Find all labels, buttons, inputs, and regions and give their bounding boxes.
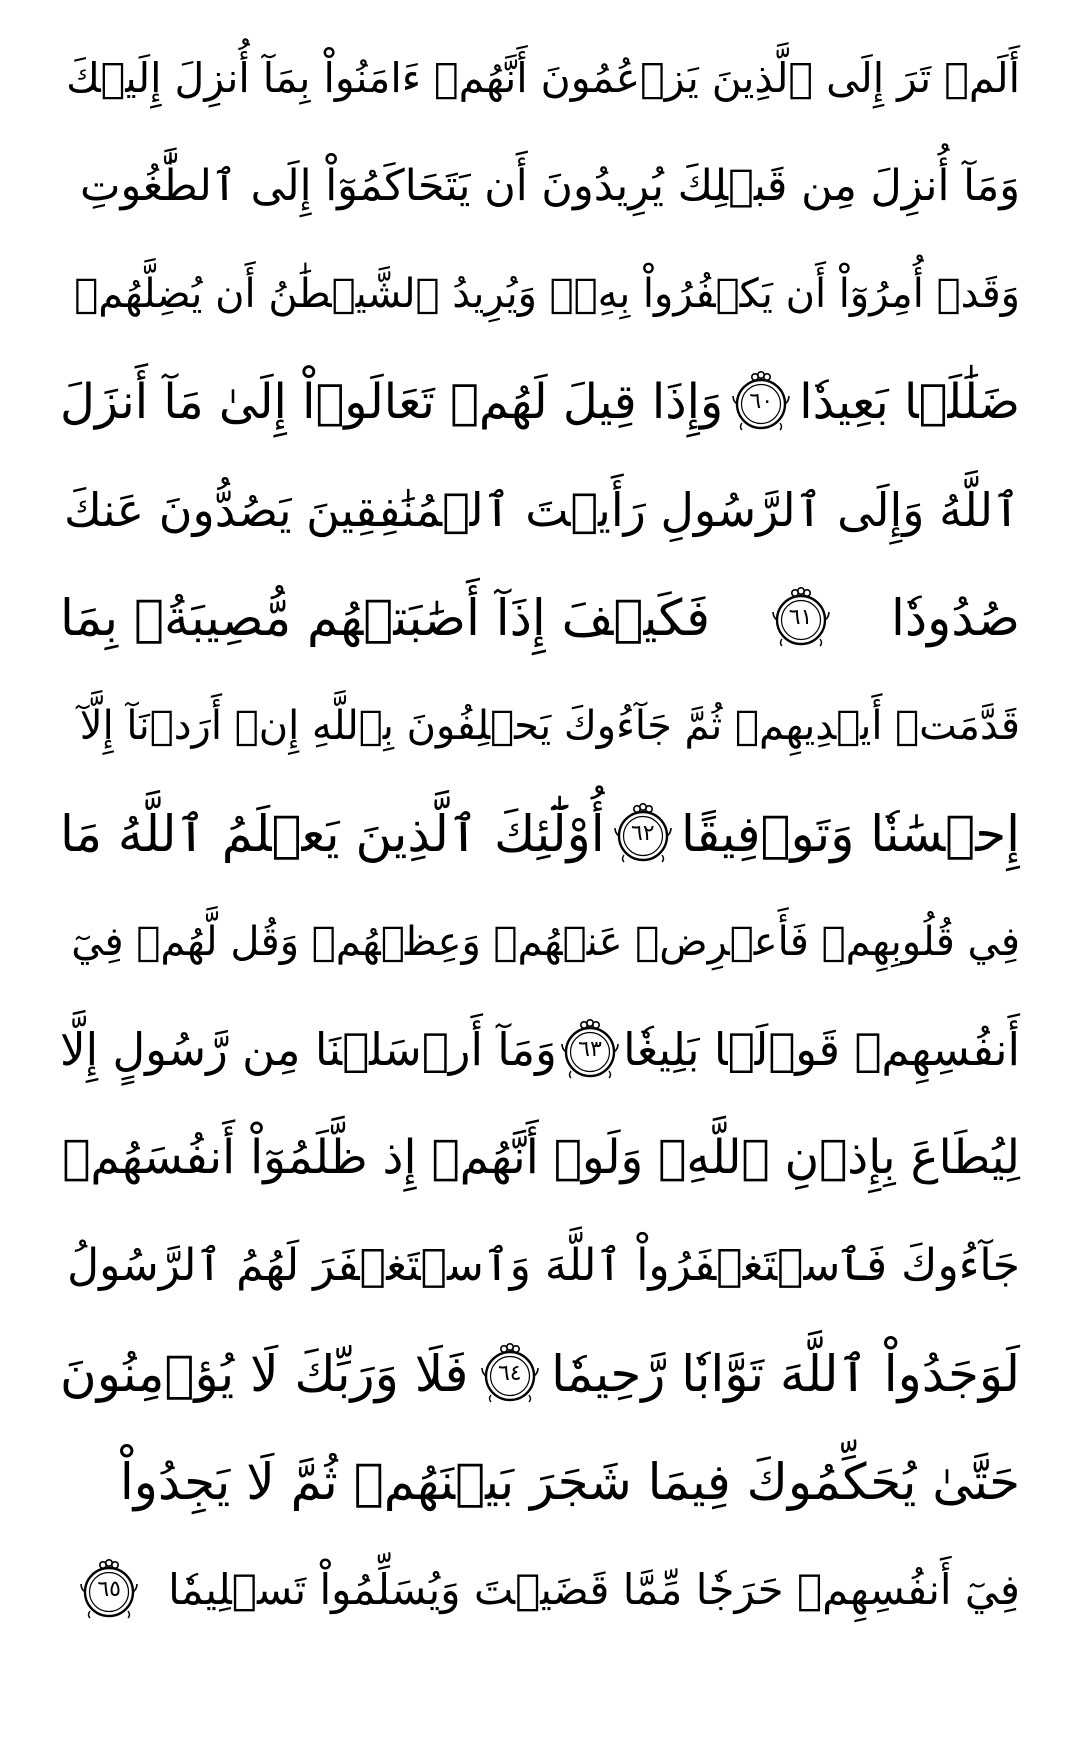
ayah-number: ٦١ xyxy=(788,605,813,630)
verse-text: وَقَدۡ أُمِرُوٓاْ أَن يَكۡفُرُواْ بِهِۦۖ وَيُرِيدُ ٱلشَّيۡطَٰنُ أَن يُضِلَّهُمۡ xyxy=(74,271,1020,317)
verse-line xyxy=(60,1536,1020,1644)
verse-text: ضَلَٰلَۢا بَعِيدٗا xyxy=(799,374,1020,430)
verse-line xyxy=(60,24,1020,132)
verse-text: لَوَجَدُواْ ٱللَّهَ تَوَّابٗا رَّحِيمٗا xyxy=(551,1345,1020,1403)
verse-text: وَمَآ أُنزِلَ مِن قَبۡلِكَ يُرِيدُونَ أَن يَتَحَاكَمُوٓاْ إِلَى ٱلطَّٰغُوتِ xyxy=(80,161,1020,211)
verse-text: وَمَآ أَرۡسَلۡنَا مِن رَّسُولٍ إِلَّا xyxy=(60,1023,557,1076)
verse-line xyxy=(60,780,1020,888)
verse-text: أَلَمۡ تَرَ إِلَى ٱلَّذِينَ يَزۡعُمُونَ أَنَّهُمۡ ءَامَنُواْ بِمَآ أُنزِلَ إِلَيۡكَ xyxy=(66,54,1020,102)
verse-text: فَكَيۡفَ إِذَآ أَصَٰبَتۡهُم مُّصِيبَةُۢ بِمَا xyxy=(60,589,711,647)
verse-text: فِيٓ أَنفُسِهِمۡ حَرَجٗا مِّمَّا قَضَيۡتَ وَيُسَلِّمُواْ تَسۡلِيمٗا xyxy=(168,1565,1020,1614)
verse-line xyxy=(60,888,1020,996)
verse-text: قَدَّمَتۡ أَيۡدِيهِمۡ ثُمَّ جَآءُوكَ يَحۡلِفُونَ بِٱللَّهِ إِنۡ أَرَدۡنَآ إِلَّآ xyxy=(79,703,1020,749)
verse-line xyxy=(60,672,1020,780)
ayah-number: ٦٠ xyxy=(749,389,774,414)
verse-line xyxy=(60,1104,1020,1212)
ayah-number: ٦٤ xyxy=(497,1361,522,1386)
verse-text: فَلَا وَرَبِّكَ لَا يُؤۡمِنُونَ xyxy=(60,1345,469,1403)
verse-line xyxy=(60,564,1020,672)
verse-text: حَتَّىٰ يُحَكِّمُوكَ فِيمَا شَجَرَ بَيۡنَهُمۡ ثُمَّ لَا يَجِدُواْ xyxy=(119,1453,1020,1511)
ayah-number: ٦٥ xyxy=(97,1577,121,1602)
ayah-number-marker xyxy=(728,369,794,435)
verse-line xyxy=(60,1320,1020,1428)
ayah-number-marker xyxy=(557,1017,623,1083)
ayah-number: ٦٣ xyxy=(578,1037,602,1062)
verse-line xyxy=(60,996,1020,1104)
verse-line xyxy=(60,132,1020,240)
verse-line xyxy=(60,240,1020,348)
verse-line xyxy=(60,348,1020,456)
quran-text-block xyxy=(60,24,1020,1644)
ayah-number-marker xyxy=(768,585,834,651)
verse-line xyxy=(60,456,1020,564)
verse-line xyxy=(60,1212,1020,1320)
verse-text: أَنفُسِهِمۡ قَوۡلَۢا بَلِيغٗا xyxy=(623,1023,1020,1076)
verse-text: فِي قُلُوبِهِمۡ فَأَعۡرِضۡ عَنۡهُمۡ وَعِظۡهُمۡ وَقُل لَّهُمۡ فِيٓ xyxy=(71,919,1020,965)
verse-text: ٱللَّهُ وَإِلَى ٱلرَّسُولِ رَأَيۡتَ ٱلۡمُنَٰفِقِينَ يَصُدُّونَ عَنكَ xyxy=(63,483,1020,537)
ayah-number: ٦٢ xyxy=(630,821,655,846)
ayah-number-marker xyxy=(477,1341,543,1407)
verse-text: لِيُطَاعَ بِإِذۡنِ ٱللَّهِۚ وَلَوۡ أَنَّهُمۡ إِذ ظَّلَمُوٓاْ أَنفُسَهُمۡ xyxy=(62,1130,1020,1185)
verse-text: وَإِذَا قِيلَ لَهُمۡ تَعَالَوۡاْ إِلَىٰ مَآ أَنزَلَ xyxy=(60,374,724,430)
ayah-number-marker xyxy=(610,801,676,867)
verse-text: صُدُودٗا xyxy=(890,589,1020,647)
verse-line xyxy=(60,1428,1020,1536)
ayah-number-marker xyxy=(76,1557,142,1623)
verse-text: جَآءُوكَ فَٱسۡتَغۡفَرُواْ ٱللَّهَ وَٱسۡتَغۡفَرَ لَهُمُ ٱلرَّسُولُ xyxy=(67,1240,1020,1291)
verse-text: إِحۡسَٰنٗا وَتَوۡفِيقًا xyxy=(680,805,1020,863)
verse-text: أُوْلَٰٓئِكَ ٱلَّذِينَ يَعۡلَمُ ٱللَّهُ مَا xyxy=(60,805,605,863)
